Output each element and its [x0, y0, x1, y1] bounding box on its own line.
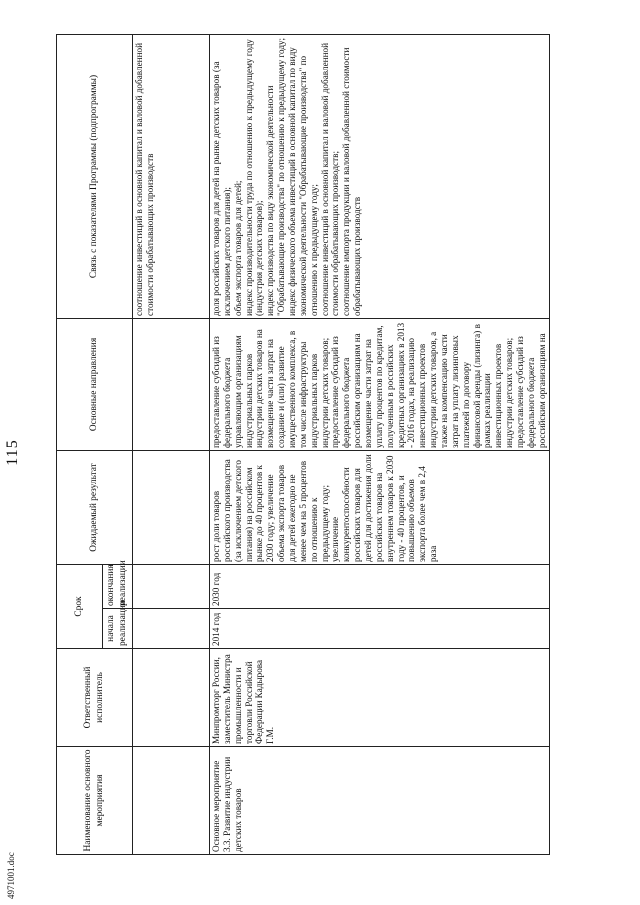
header-start: начала реализации: [103, 609, 133, 649]
prev-row-link: соотношение инвестиций в основной капитал и валовой добавленной стоимости обрабатывающих производств: [133, 35, 210, 319]
link-item: индекс производства по виду экономической деятельности "Обрабатывающие производства" по отношению к предыдущему году;: [265, 37, 287, 316]
header-link: Связь с показателями Программы (подпрограммы): [57, 35, 133, 319]
header-result: Ожидаемый результат: [57, 451, 133, 565]
continuation-row: [133, 35, 210, 855]
link-item: индекс производительности труда по отношению к предыдущему году (индустрия детских товаров);: [243, 39, 265, 316]
link-item: доля российских товаров для детей на рынке детских товаров (за исключением детского питания);: [211, 61, 232, 316]
header-directions: Основные направления: [57, 319, 133, 451]
main-directions: предоставление субсидий из федерального бюджета управляющим организациям индустриальных парков индустрии детских товаров на возмещение части затрат на создание и (или) развитие имущественного комплекса, в том числе инфраструктуры индустриальных парков индустрии детских товаров; предоставление субсидий из федерального бюджета российским организациям на возмещение части затрат на уплату процентов по кредитам, полученным в российских кредитных организациях в 2013 - 2016 годах, на реализацию инвестиционных проектов индустрии детских товаров, а также на компенсацию части затрат на уплату лизинговых платежей по договору финансовой аренды (лизинга) в рамках реализации инвестиционных проектов индустрии детских товаров; предоставление субсидий из федерального бюджета российским организациям на: [210, 319, 550, 451]
executor: Минпромторг России, заместитель Министра промышленности и торговли Российской Федерации Кадырова Г.М.: [210, 649, 550, 747]
start-year: 2014 год: [210, 609, 550, 649]
header-srok: Срок: [57, 565, 103, 649]
link-item: соотношение импорта продукции и валовой добавленной стоимости обрабатывающих производств: [341, 47, 363, 316]
table-row: [210, 35, 550, 855]
activities-table: [56, 34, 550, 855]
page-number: 115: [4, 439, 21, 466]
header-row: [57, 35, 103, 855]
activity-name: Основное мероприятие 3.3. Развитие индустрии детских товаров: [210, 747, 550, 855]
link-item: соотношение инвестиций в основной капитал и валовой добавленной стоимости обрабатывающих производств;: [319, 43, 341, 316]
link-item: объем экспорта товаров для детей;: [232, 180, 243, 316]
header-name: Наименование основного мероприятия: [57, 747, 133, 855]
header-executor: Ответственный исполнитель: [57, 649, 133, 747]
link-item: индекс физического объема инвестиций в основной капитал по виду экономической деятельности "Обрабатывающие производства" по отношению к предыдущему году;: [287, 47, 319, 316]
expected-result: рост доли товаров российского производства (за исключением детского питания) на российском рынке до 40 процентов к 2030 году; увеличение объема экспорта товаров для детей ежегодно не менее чем на 5 процентов по отношению к предыдущему году; увеличение конкурентоспособности российских товаров для детей для достижения доли российских товаров на внутреннем товаров к 2030 году - 40 процентов, и повышению объемов экспорта более чем в 2,4 раза: [210, 451, 550, 565]
program-links: [210, 35, 550, 319]
header-end: окончания реализации: [103, 565, 133, 609]
file-name: 4971001.doc: [6, 852, 16, 899]
end-year: 2030 год: [210, 565, 550, 609]
